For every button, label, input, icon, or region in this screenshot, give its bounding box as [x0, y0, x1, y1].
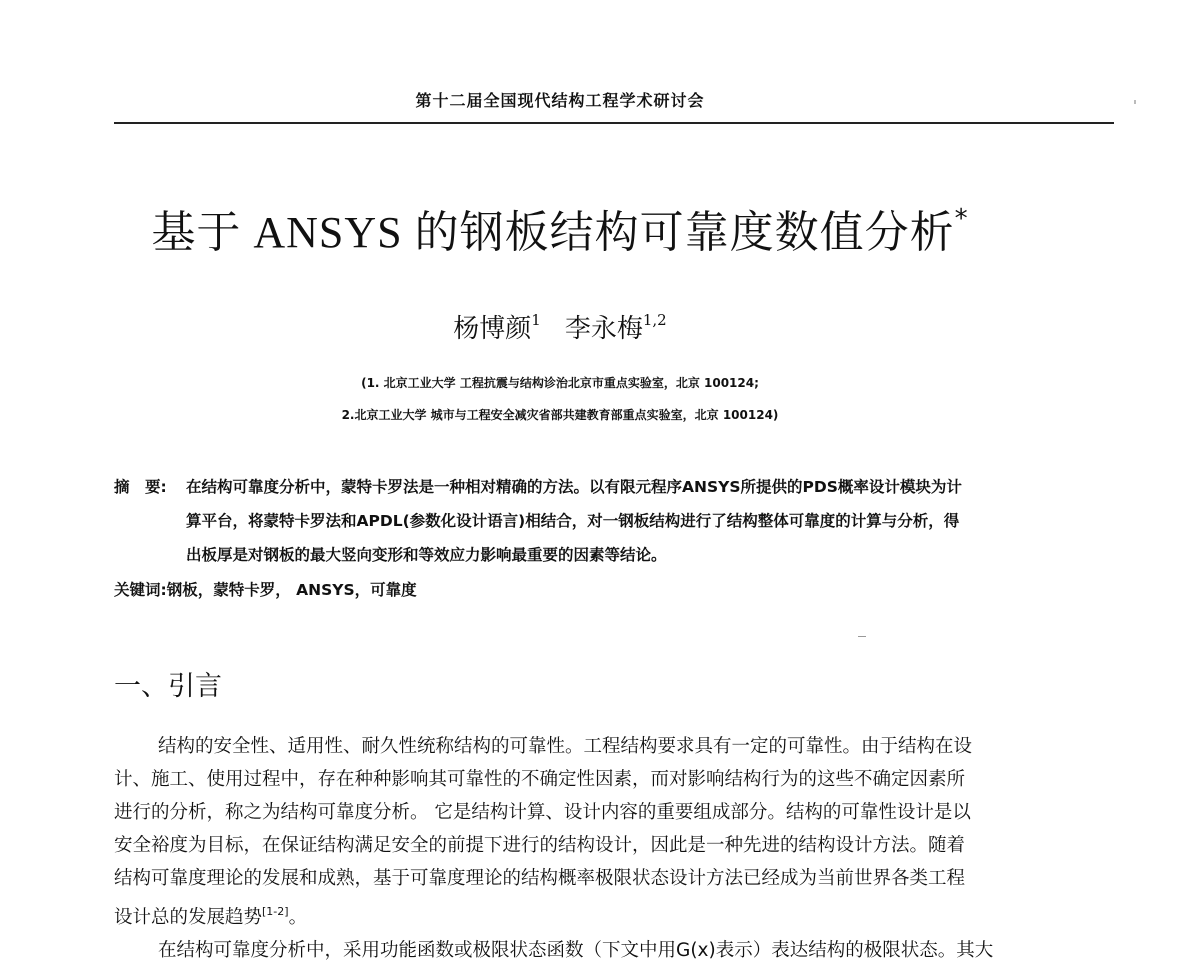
- keywords-text: 钢板，蒙特卡罗， ANSYS，可靠度: [166, 581, 417, 599]
- header-rule: [114, 122, 1114, 124]
- body-paragraph: [114, 730, 1110, 967]
- section-heading: 一、引言: [114, 671, 222, 702]
- title-latin: ANSYS: [241, 208, 415, 257]
- affiliation-1: (1. 北京工业大学 工程抗震与结构诊治北京市重点实验室，北京 100124;: [361, 376, 759, 390]
- author-affiliation-mark: 1,2: [642, 311, 667, 329]
- title-footnote-mark: *: [954, 204, 969, 234]
- author-affiliation-mark: 1: [531, 311, 541, 329]
- abstract-line: 算平台，将蒙特卡罗法和APDL(参数化设计语言)相结合，对一钢板结构进行了结构整体可靠度的计算与分析，得: [186, 512, 960, 530]
- body-line: 设计总的发展趋势[1-2]。: [114, 905, 308, 928]
- body-line: 安全裕度为目标，在保证结构满足安全的前提下进行的结构设计，因此是一种先进的结构设计方法。随着: [114, 835, 966, 856]
- body-line: 结构可靠度理论的发展和成熟，基于可靠度理论的结构概率极限状态设计方法已经成为当前世界各类工程: [114, 868, 966, 889]
- body-line-cut: 在结构可靠度分析中，采用功能函数或极限状态函数（下文中用G(x)表示）表达结构的极限状态。其大: [158, 940, 994, 961]
- abstract-line: 出板厚是对钢板的最大竖向变形和等效应力影响最重要的因素等结论。: [186, 546, 667, 564]
- body-line: 结构的安全性、适用性、耐久性统称结构的可靠性。工程结构要求具有一定的可靠性。由于结构在设: [158, 736, 973, 757]
- body-line: 计、施工、使用过程中，存在种种影响其可靠性的不确定性因素，而对影响结构行为的这些不确定因素所: [114, 769, 966, 790]
- running-head: 第十二届全国现代结构工程学术研讨会: [415, 91, 705, 110]
- citation: [1-2]: [262, 905, 289, 918]
- authors: [0, 308, 1120, 345]
- abstract: [114, 470, 1104, 572]
- paper-title: [0, 196, 1120, 260]
- keywords: [114, 578, 417, 600]
- author-name: 杨博颜: [453, 314, 532, 344]
- scan-speck: [858, 636, 866, 637]
- body-line: 进行的分析，称之为结构可靠度分析。 它是结构计算、设计内容的重要组成部分。结构的可靠性设计是以: [114, 802, 971, 823]
- author-name: 李永梅: [564, 314, 643, 344]
- affiliation-2: 2.北京工业大学 城市与工程安全减灾省部共建教育部重点实验室，北京 100124): [341, 408, 779, 422]
- abstract-label: 摘 要:: [114, 478, 167, 496]
- title-pre: 基于: [151, 207, 242, 258]
- scan-speck: [1134, 100, 1136, 104]
- keywords-label: 关键词:: [114, 581, 167, 599]
- title-post: 的钢板结构可靠度数值分析: [414, 207, 955, 258]
- abstract-line: 摘 要: 在结构可靠度分析中，蒙特卡罗法是一种相对精确的方法。以有限元程序ANSYS所提供的PDS概率设计模块为计: [114, 470, 1104, 504]
